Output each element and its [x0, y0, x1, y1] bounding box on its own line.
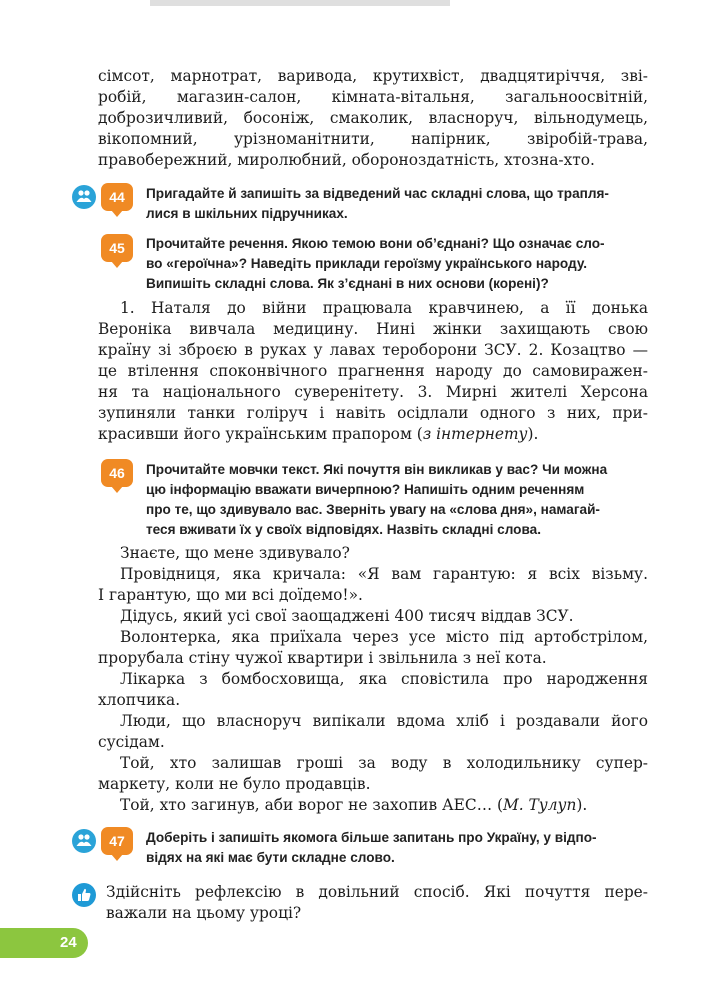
- words-line: правобережний, миролюбний, обороноздатність, хтозна-хто.: [98, 151, 595, 169]
- text-line: маркету, коли не було продавців.: [98, 775, 371, 793]
- task-instruction-line: про те, що здивувало вас. Зверніть увагу на «слова дня», намагай-: [146, 502, 600, 517]
- task-instruction-line: цю інформацію вважати вичерпною? Напишіть одним реченням: [146, 482, 585, 497]
- reflection-line: важали на цьому уроці?: [106, 904, 302, 922]
- text-line: Люди, що власноруч випікали вдома хліб і роздавали його: [120, 712, 648, 730]
- task-instruction-line: лися в шкільних підручниках.: [146, 206, 348, 221]
- text-fragment: Той, хто загинув, аби ворог не захопив АЕС… (: [120, 796, 503, 814]
- text-line: Той, хто залишав гроші за воду в холодильнику супер-: [120, 754, 648, 772]
- text-line: Знаєте, що мене здивувало?: [120, 544, 350, 562]
- group-work-icon: [72, 829, 96, 853]
- text-line: сусідам.: [98, 733, 165, 751]
- text-fragment: ).: [527, 425, 539, 443]
- task-number-badge: 46: [101, 459, 133, 487]
- task-instruction-line: Доберіть і запишіть якомога більше запитань про Україну, у відпо-: [146, 830, 597, 845]
- task-number-badge: 44: [101, 183, 133, 211]
- task-instruction-line: Пригадайте й запишіть за відведений час складні слова, що трапля-: [146, 186, 609, 201]
- source-reference: з інтернету: [422, 425, 528, 443]
- thumbs-up-icon: [72, 883, 96, 907]
- text-line: 1. Наталя до війни працювала кравчинею, а її донька: [120, 299, 648, 317]
- text-fragment: красивши його українським прапором (: [98, 425, 423, 443]
- text-line: Провідниця, яка кричала: «Я вам гарантую: я всіх візьму.: [120, 565, 648, 583]
- page-top-edge: [150, 0, 450, 6]
- reflection-line: Здійсніть рефлексію в довільний спосіб. Які почуття пере-: [106, 883, 648, 901]
- words-line: сімсот, марнотрат, варивода, крутихвіст, двадцятиріччя, зві-: [98, 67, 648, 85]
- task-instruction-line: Прочитайте речення. Якою темою вони об’єднані? Що означає сло-: [146, 236, 605, 251]
- group-work-icon: [72, 185, 96, 209]
- task-instruction-line: Випишіть складні слова. Як з’єднані в них основи (корені)?: [146, 276, 549, 291]
- text-line: Вероніка вивчала медицину. Нині жінки захищають свою: [98, 320, 648, 338]
- words-line: вікопомний, урізноманітнити, напірник, звіробій-трава,: [98, 130, 648, 148]
- text-line: хлопчика.: [98, 691, 181, 709]
- text-line: це втілення споконвічного прагнення народу до самовиражен-: [98, 362, 648, 380]
- text-line: І гарантую, що ми всі доїдемо!».: [98, 586, 363, 604]
- task-number-badge: 45: [101, 234, 133, 262]
- task-instruction-line: Прочитайте мовчки текст. Які почуття він викликав у вас? Чи можна: [146, 462, 608, 477]
- text-line: Волонтерка, яка приїхала через усе місто під артобстрілом,: [120, 628, 648, 646]
- page-number: 24: [0, 928, 88, 958]
- text-line: прорубала стіну чужої квартири і звільнила з неї кота.: [98, 649, 547, 667]
- text-line: [98, 795, 648, 816]
- text-line: країну зі зброєю в руках у лавах тероборони ЗСУ. 2. Козацтво —: [98, 341, 648, 359]
- text-line: зупиняли танки голіруч і навіть осідлали одного з них, при-: [98, 404, 648, 422]
- task-instruction-line: теся вживати їх у своїх відповідях. Назвіть складні слова.: [146, 522, 541, 537]
- author-reference: М. Тулуп: [502, 796, 577, 814]
- task-instruction-line: відях на які має бути складне слово.: [146, 850, 395, 865]
- text-line: ня та національного суверенітету. 3. Мирні жителі Херсона: [98, 383, 648, 401]
- text-line: Дідусь, який усі свої заощаджені 400 тисяч віддав ЗСУ.: [120, 607, 574, 625]
- text-line: Лікарка з бомбосховища, яка сповістила про народження: [120, 670, 648, 688]
- words-line: доброзичливий, босоніж, смаколик, власноруч, вільнодумець,: [98, 109, 648, 127]
- text-line: [98, 424, 648, 445]
- words-line: робій, магазин-салон, кімната-вітальня, загальноосвітній,: [98, 88, 648, 106]
- task-number-badge: 47: [101, 827, 133, 855]
- text-fragment: ).: [576, 796, 588, 814]
- task-instruction-line: во «героїчна»? Наведіть приклади героїзму українського народу.: [146, 256, 587, 271]
